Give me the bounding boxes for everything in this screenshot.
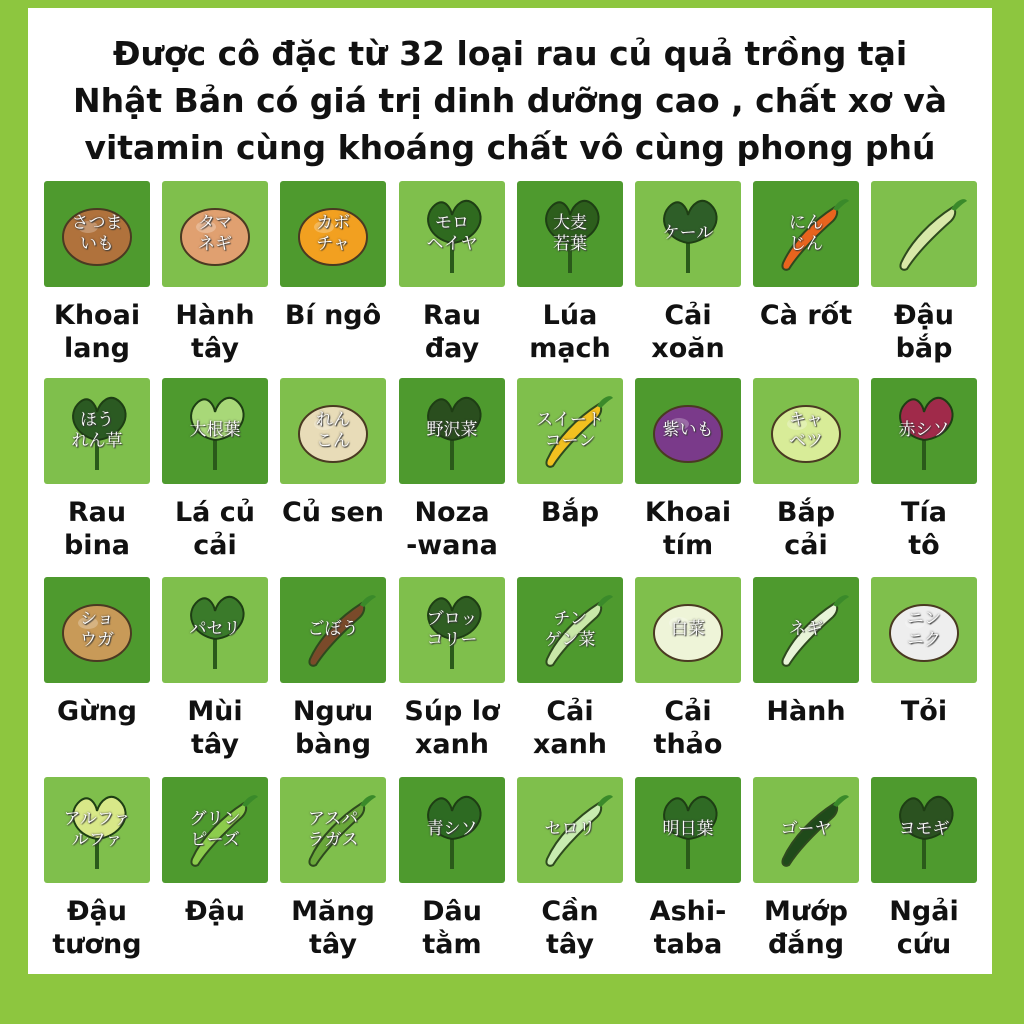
vegetable-name-line: tây [191, 729, 239, 760]
japanese-label-line: 大根葉 [189, 420, 241, 440]
japanese-label-line: ニク [907, 630, 941, 650]
vegetable-name [859, 299, 989, 365]
japanese-label [280, 809, 386, 851]
headline-line: vitamin cùng khoáng chất vô cùng phong phú [84, 128, 936, 167]
japanese-label-line: コーン [544, 431, 596, 451]
vegetable-grid [28, 8, 992, 974]
vegetable-tile [44, 777, 150, 883]
japanese-label-line: ゴーヤ [780, 819, 832, 839]
headline-line: Được cô đặc từ 32 loại rau củ quả trồng tại [112, 34, 908, 73]
japanese-label-line: れん [316, 410, 350, 430]
vegetable-name-line: Hành [766, 696, 846, 727]
vegetable-name-line: xanh [414, 729, 490, 760]
vegetable-tile [280, 378, 386, 484]
japanese-label-line: ネギ [789, 619, 823, 639]
vegetable-name [150, 496, 280, 562]
vegetable-tile [399, 577, 505, 683]
vegetable-name-line: xanh [532, 729, 608, 760]
japanese-label-line: ネギ [198, 234, 232, 254]
japanese-label-line: 青シソ [426, 819, 478, 839]
vegetable-name [505, 299, 635, 365]
vegetable-tile [517, 777, 623, 883]
vegetable-name-line: Khoai [53, 300, 141, 331]
vegetable-name [505, 895, 635, 961]
japanese-label [399, 420, 505, 441]
japanese-label [871, 420, 977, 441]
japanese-label-line: ほう [80, 410, 114, 430]
japanese-label [635, 420, 741, 441]
vegetable-tile [753, 577, 859, 683]
vegetable-name-line: Cải [664, 300, 712, 331]
vegetable-name [623, 496, 753, 562]
japanese-label [871, 819, 977, 840]
japanese-label [517, 609, 623, 651]
japanese-label [399, 819, 505, 840]
vegetable-name-line: Gừng [57, 696, 137, 727]
japanese-label-line: ニン [907, 609, 941, 629]
japanese-label-line: ブロッ [426, 609, 478, 629]
vegetable-tile [635, 181, 741, 287]
vegetable-name-line: Tía [901, 497, 947, 528]
vegetable-name [859, 695, 989, 728]
japanese-label-line: スイート [536, 410, 604, 430]
japanese-label [517, 410, 623, 452]
vegetable-name-line: Mướp [764, 896, 848, 927]
vegetable-name-line: Hành [175, 300, 255, 331]
vegetable-name-line: Mùi [187, 696, 243, 727]
japanese-label-line: ケール [662, 223, 714, 243]
japanese-label [44, 410, 150, 452]
vegetable-name [505, 496, 635, 529]
vegetable-tile [517, 181, 623, 287]
japanese-label-line: チャ [316, 234, 350, 254]
vegetable-tile [871, 181, 977, 287]
japanese-label-line: グリン [189, 809, 241, 829]
vegetable-name [150, 695, 280, 761]
vegetable-tile [635, 777, 741, 883]
vegetable-name [150, 299, 280, 365]
japanese-label [635, 819, 741, 840]
vegetable-tile [753, 181, 859, 287]
vegetable-tile [753, 777, 859, 883]
japanese-label-line: 白菜 [671, 619, 705, 639]
japanese-label-line: ピーズ [190, 830, 240, 850]
japanese-label-line: こん [316, 431, 350, 451]
vegetable-tile [44, 181, 150, 287]
vegetable-tile [871, 577, 977, 683]
japanese-label-line: ヨモギ [898, 819, 950, 839]
vegetable-name-line: bàng [294, 729, 372, 760]
vegetable-name [387, 895, 517, 961]
vegetable-name-line: Dâu [422, 896, 482, 927]
vegetable-name-line: đay [424, 333, 480, 364]
japanese-label [399, 609, 505, 651]
japanese-label-line: 紫いも [662, 420, 714, 440]
japanese-label-line: 赤シソ [898, 420, 950, 440]
vegetable-tile [753, 378, 859, 484]
japanese-label-line: セロリ [544, 819, 596, 839]
vegetable-name-line: tây [309, 929, 357, 960]
vegetable-name-line: Bắp [540, 497, 600, 528]
vegetable-name-line: Đậu [893, 300, 955, 331]
japanese-label [44, 809, 150, 851]
vegetable-name-line: tô [908, 530, 940, 561]
vegetable-name [268, 895, 398, 961]
vegetable-name-line: Tỏi [900, 696, 948, 727]
vegetable-name-line: tây [546, 929, 594, 960]
vegetable-name [741, 695, 871, 728]
vegetable-tile [280, 577, 386, 683]
japanese-label-line: にん [789, 213, 823, 233]
japanese-label [753, 619, 859, 640]
vegetable-tile [162, 577, 268, 683]
vegetable-name-line: tây [191, 333, 239, 364]
vegetable-name-line: Rau [422, 300, 482, 331]
japanese-label [280, 410, 386, 452]
japanese-label [753, 213, 859, 255]
japanese-label-line: じん [789, 234, 823, 254]
vegetable-name-line: Đậu [184, 896, 246, 927]
vegetable-name-line: bắp [895, 333, 953, 364]
vegetable-name [32, 496, 162, 562]
vegetable-name-line: Ngưu [292, 696, 374, 727]
vegetable-name [623, 895, 753, 961]
japanese-label-line: ウガ [80, 630, 114, 650]
japanese-label-line: れん草 [71, 431, 123, 451]
vegetable-name-line: cứu [896, 929, 952, 960]
vegetable-name-line: thảo [653, 729, 723, 760]
vegetable-name [859, 496, 989, 562]
vegetable-name-line: Cải [546, 696, 594, 727]
japanese-label-line: コリー [426, 630, 478, 650]
japanese-label [635, 619, 741, 640]
vegetable-tile [44, 378, 150, 484]
japanese-label-line: パセリ [189, 619, 241, 639]
japanese-label-line: いも [80, 234, 114, 254]
vegetable-name [387, 695, 517, 761]
vegetable-name [387, 299, 517, 365]
japanese-label-line: カボ [316, 213, 350, 233]
content-panel [28, 8, 992, 974]
vegetable-name [741, 299, 871, 332]
vegetable-name [623, 695, 753, 761]
japanese-label-line: ごぼう [307, 619, 359, 639]
vegetable-tile [399, 181, 505, 287]
vegetable-name-line: Súp lơ [404, 696, 500, 727]
japanese-label [162, 213, 268, 255]
japanese-label-line: ショ [80, 609, 114, 629]
vegetable-tile [871, 378, 977, 484]
japanese-label-line: タマ [198, 213, 232, 233]
vegetable-name-line: cải [784, 530, 828, 561]
japanese-label [162, 420, 268, 441]
vegetable-tile [162, 378, 268, 484]
vegetable-name-line: Ashi- [649, 896, 727, 927]
vegetable-name-line: Lúa [542, 300, 598, 331]
vegetable-name-line: cải [193, 530, 237, 561]
japanese-label [162, 619, 268, 640]
japanese-label [280, 213, 386, 255]
vegetable-name-line: Ngải [889, 896, 959, 927]
japanese-label-line: ゲン菜 [544, 630, 596, 650]
japanese-label-line: ラガス [307, 830, 359, 850]
vegetable-name-line: Bắp [776, 497, 836, 528]
vegetable-name [32, 695, 162, 728]
vegetable-name-line: Cải [664, 696, 712, 727]
headline-line: Nhật Bản có giá trị dinh dưỡng cao , chất xơ và [73, 81, 947, 120]
vegetable-name-line: tím [662, 530, 714, 561]
japanese-label [44, 213, 150, 255]
vegetable-tile [871, 777, 977, 883]
japanese-label-line: モロ [435, 213, 469, 233]
vegetable-name [268, 496, 398, 529]
vegetable-name-line: xoăn [651, 333, 725, 364]
vegetable-name-line: Cà rốt [759, 300, 853, 331]
vegetable-tile [280, 181, 386, 287]
japanese-label [517, 213, 623, 255]
vegetable-tile [635, 577, 741, 683]
vegetable-name-line: đắng [767, 929, 845, 960]
vegetable-tile [517, 577, 623, 683]
japanese-label-line: アスパ [307, 809, 359, 829]
vegetable-name [741, 895, 871, 961]
vegetable-name-line: Noza [414, 497, 490, 528]
japanese-label-line: さつま [71, 213, 123, 233]
japanese-label-line: キャ [789, 410, 823, 430]
vegetable-name-line: mạch [529, 333, 611, 364]
vegetable-name-line: Bí ngô [284, 300, 382, 331]
vegetable-tile [162, 777, 268, 883]
japanese-label [753, 410, 859, 452]
japanese-label [162, 809, 268, 851]
vegetable-name [623, 299, 753, 365]
okra-icon [871, 181, 977, 287]
japanese-label-line: 野沢菜 [426, 420, 478, 440]
japanese-label [44, 609, 150, 651]
vegetable-name-line: Củ sen [281, 497, 385, 528]
vegetable-name [505, 695, 635, 761]
vegetable-name-line: Lá củ [174, 497, 256, 528]
japanese-label-line: 明日葉 [662, 819, 714, 839]
japanese-label [635, 223, 741, 244]
vegetable-name [268, 299, 398, 332]
japanese-label [280, 619, 386, 640]
japanese-label [517, 819, 623, 840]
japanese-label-line: ベツ [789, 431, 823, 451]
vegetable-name-line: Rau [67, 497, 127, 528]
japanese-label-line: チン [553, 609, 587, 629]
vegetable-name [32, 299, 162, 365]
japanese-label [399, 213, 505, 255]
japanese-label-line: 若葉 [553, 234, 587, 254]
vegetable-name-line: taba [653, 929, 723, 960]
vegetable-name-line: tương [52, 929, 142, 960]
vegetable-tile [44, 577, 150, 683]
vegetable-tile [399, 777, 505, 883]
vegetable-tile [517, 378, 623, 484]
japanese-label-line: 大麦 [553, 213, 587, 233]
japanese-label [871, 609, 977, 651]
vegetable-name-line: tằm [422, 929, 482, 960]
vegetable-name-line: Măng [291, 896, 375, 927]
vegetable-name-line: Cần [541, 896, 599, 927]
vegetable-name [268, 695, 398, 761]
japanese-label-line: アルファ [63, 809, 131, 829]
vegetable-name-line: Khoai [644, 497, 732, 528]
vegetable-name [150, 895, 280, 928]
japanese-label [753, 819, 859, 840]
vegetable-tile [280, 777, 386, 883]
vegetable-name-line: lang [63, 333, 131, 364]
vegetable-tile [635, 378, 741, 484]
vegetable-name [32, 895, 162, 961]
vegetable-tile [399, 378, 505, 484]
vegetable-name-line: bina [63, 530, 131, 561]
japanese-label-line: ルファ [71, 830, 123, 850]
japanese-label-line: ヘイヤ [426, 234, 478, 254]
vegetable-name [387, 496, 517, 562]
vegetable-name [741, 496, 871, 562]
vegetable-name [859, 895, 989, 961]
vegetable-name-line: -wana [406, 530, 498, 561]
vegetable-name-line: Đậu [66, 896, 128, 927]
vegetable-tile [162, 181, 268, 287]
